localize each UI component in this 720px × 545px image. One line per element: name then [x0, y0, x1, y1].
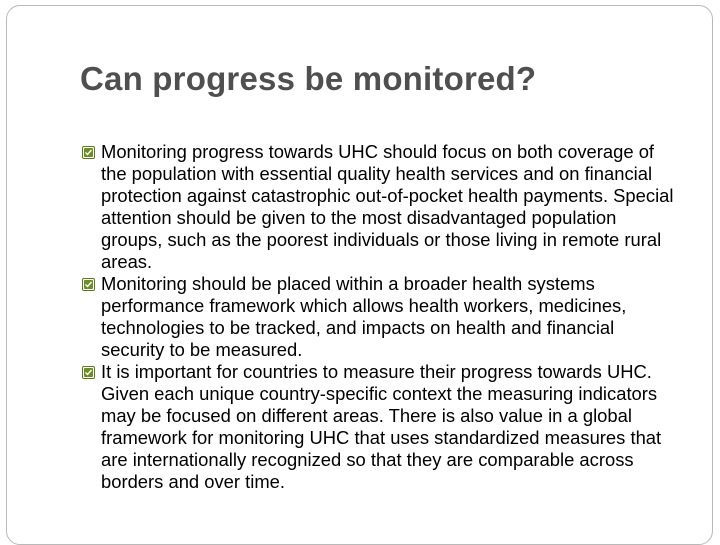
bullet-item — [82, 273, 682, 361]
bullet-text: Monitoring progress towards UHC should focus on both coverage of the population with essential quality health services and on financial protection against catastrophic out-of-pocket health payments. Special attention should be given to the most disadvantaged population groups, such as the poorest individuals or those living in remote rural areas. — [101, 141, 674, 272]
bullet-item — [82, 361, 682, 493]
slide-title: Can progress be monitored? — [80, 60, 537, 97]
bullet-text: Monitoring should be placed within a broader health systems performance framework which allows health workers, medicines, technologies to be tracked, and impacts on health and financial security to be measured. — [101, 273, 627, 360]
bullet-list — [82, 141, 682, 493]
bullet-item — [82, 141, 682, 273]
checkbox-bullet-icon — [82, 278, 95, 291]
bullet-text: It is important for countries to measure their progress towards UHC. Given each unique country-specific context the measuring indicators may be focused on different areas. There is also value in a global framework for monitoring UHC that uses standardized measures that are internationally recognized so that they are comparable across borders and over time. — [101, 361, 662, 492]
checkbox-bullet-icon — [82, 366, 95, 379]
checkbox-bullet-icon — [82, 146, 95, 159]
